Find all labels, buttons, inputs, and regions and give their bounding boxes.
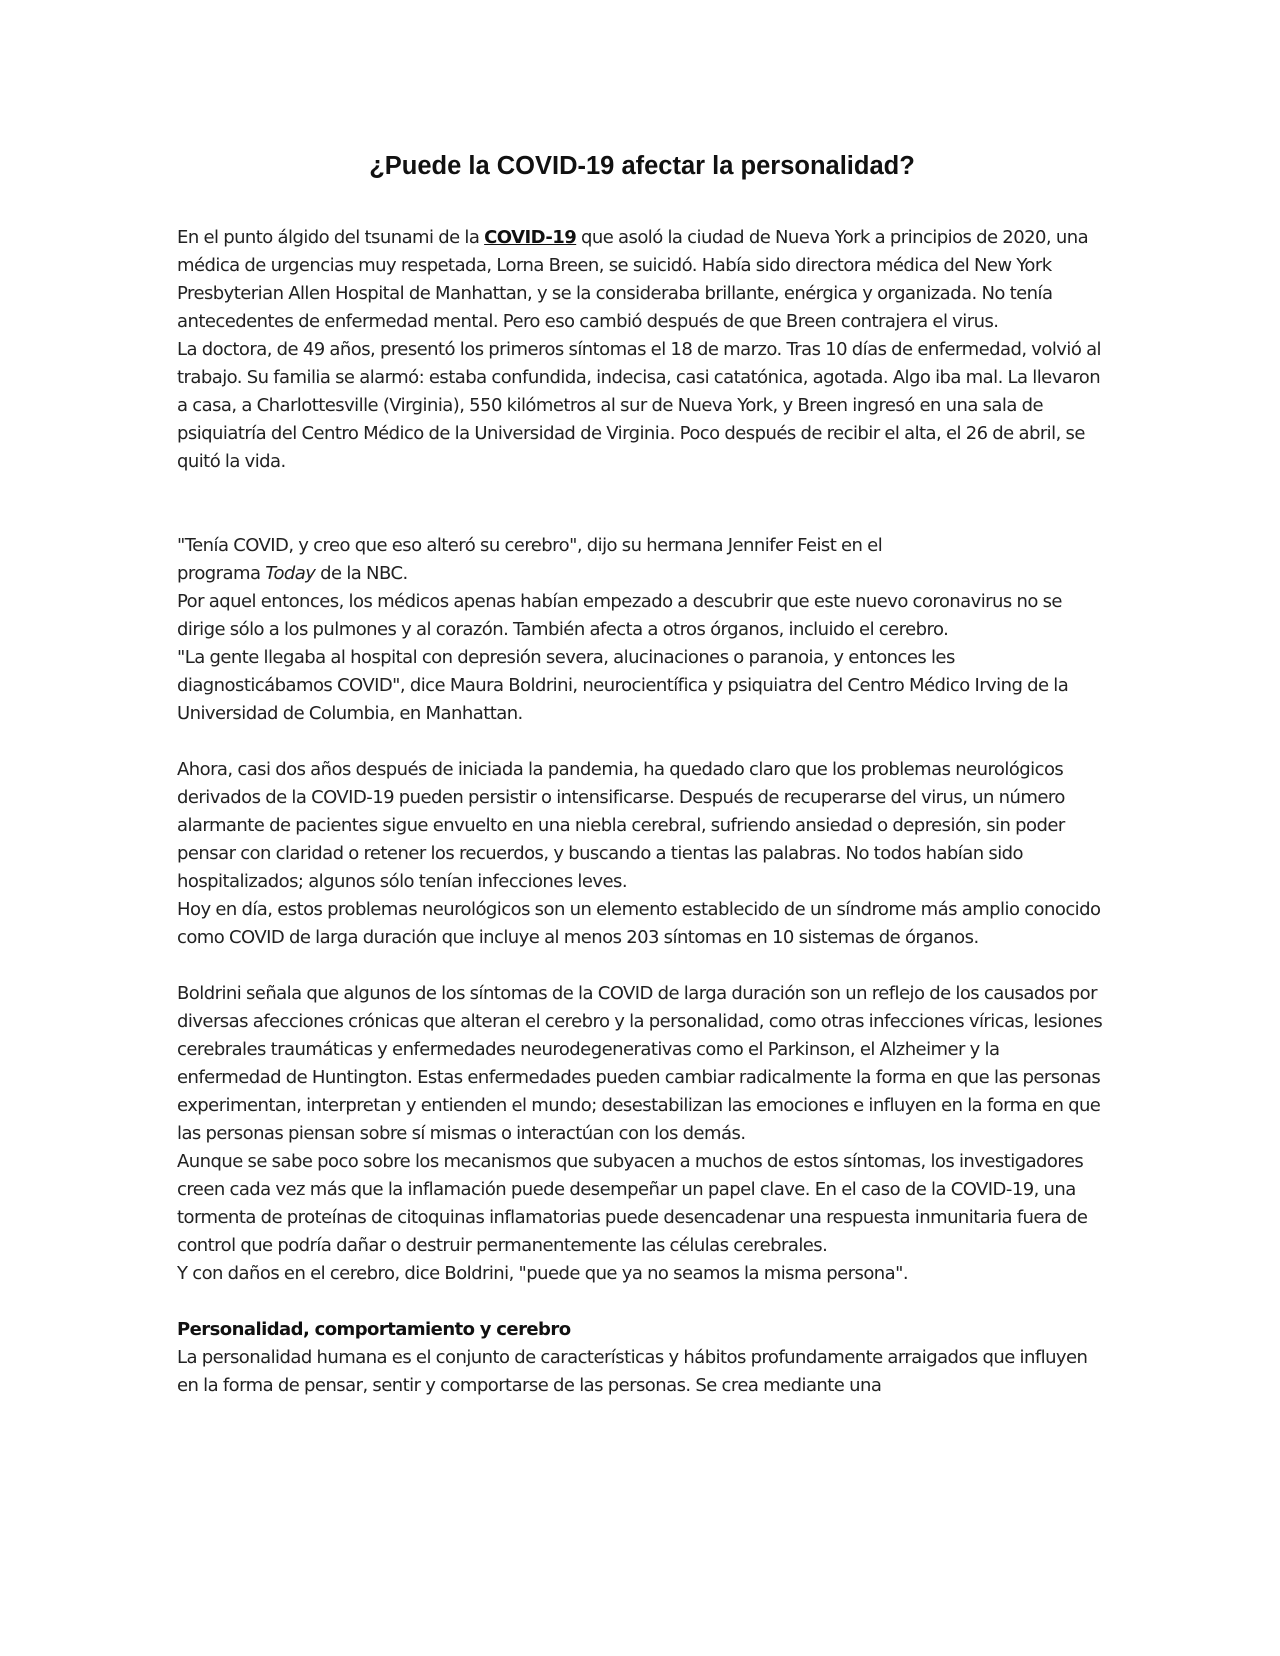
paragraph-6: Ahora, casi dos años después de iniciada la pandemia, ha quedado claro que los problemas neurológicos derivados de la COVID-19 pueden persistir o intensificarse. Después de recuperarse del virus, un número alarmante de pacientes sigue envuelto en una niebla cerebral, sufriendo ansiedad o depresión, sin poder pensar con claridad o retener los recuerdos, y buscando a tientas las palabras. No todos habían sido hospitalizados; algunos sólo tenían infecciones leves. [177, 759, 1065, 892]
paragraph-2: La doctora, de 49 años, presentó los primeros síntomas el 18 de marzo. Tras 10 días de enfermedad, volvió al trabajo. Su familia se alarmó: estaba confundida, indecisa, casi catatónica, agotada. Algo iba mal. La llevaron a casa, a Charlottesville (Virginia), 550 kilómetros al sur de Nueva York, y Breen ingresó en una sala de psiquiatría del Centro Médico de la Universidad de Virginia. Poco después de recibir el alta, el 26 de abril, se quitó la vida. [177, 339, 1102, 472]
paragraph-11: La personalidad humana es el conjunto de características y hábitos profundamente arraigados que influyen en la forma de pensar, sentir y comportarse de las personas. Se crea mediante una [177, 1347, 1088, 1396]
paragraph-3 [177, 532, 1107, 588]
program-suffix: de la NBC. [315, 563, 408, 584]
paragraph-spacer [177, 952, 1107, 980]
paragraph-5: "La gente llegaba al hospital con depresión severa, alucinaciones o paranoia, y entonces les diagnosticábamos COVID", dice Maura Boldrini, neurocientífica y psiquiatra del Centro Médico Irving de la Universidad de Columbia, en Manhattan. [177, 647, 1069, 724]
paragraph-7: Hoy en día, estos problemas neurológicos son un elemento establecido de un síndrome más amplio conocido como COVID de larga duración que incluye al menos 203 síntomas en 10 sistemas de órganos. [177, 899, 1101, 948]
article-body [177, 224, 1107, 1400]
paragraph-1-rest: que asoló la ciudad de Nueva York a principios de 2020, una médica de urgencias muy respetada, Lorna Breen, se suicidó. Había sido directora médica del New York Presbyterian Allen Hospital de Manhattan, y se la consideraba brillante, enérgica y organizada. No tenía antecedentes de enfermedad mental. Pero eso cambió después de que Breen contrajera el virus. [177, 227, 1089, 332]
program-name: Today [265, 563, 316, 584]
paragraph-spacer [177, 476, 1107, 532]
covid-19-keyword-link[interactable]: COVID-19 [484, 227, 577, 248]
quote-line: "Tenía COVID, y creo que eso alteró su cerebro", dijo su hermana Jennifer Feist en el [177, 535, 883, 556]
paragraph-spacer [177, 1288, 1107, 1316]
program-prefix: programa [177, 563, 266, 584]
paragraph-8: Boldrini señala que algunos de los síntomas de la COVID de larga duración son un reflejo de los causados por diversas afecciones crónicas que alteran el cerebro y la personalidad, como otras infecciones víricas, lesiones cerebrales traumáticas y enfermedades neurodegenerativas como el Parkinson, el Alzheimer y la enfermedad de Huntington. Estas enfermedades pueden cambiar radicalmente la forma en que las personas experimentan, interpretan y entienden el mundo; desestabilizan las emociones e influyen en la forma en que las personas piensan sobre sí mismas o interactúan con los demás. [177, 983, 1103, 1144]
paragraph-1 [177, 224, 1107, 336]
document-page [177, 150, 1107, 1400]
paragraph-4: Por aquel entonces, los médicos apenas habían empezado a descubrir que este nuevo coronavirus no se dirige sólo a los pulmones y al corazón. También afecta a otros órganos, incluido el cerebro. [177, 591, 1062, 640]
paragraph-9: Aunque se sabe poco sobre los mecanismos que subyacen a muchos de estos síntomas, los investigadores creen cada vez más que la inflamación puede desempeñar un papel clave. En el caso de la COVID-19, una tormenta de proteínas de citoquinas inflamatorias puede desencadenar una respuesta inmunitaria fuera de control que podría dañar o destruir permanentemente las células cerebrales. [177, 1151, 1088, 1256]
document-title: ¿Puede la COVID-19 afectar la personalidad? [369, 152, 915, 180]
paragraph-spacer [177, 728, 1107, 756]
paragraph-10: Y con daños en el cerebro, dice Boldrini, "puede que ya no seamos la misma persona". [177, 1263, 909, 1284]
paragraph-1-start: En el punto álgido del tsunami de la [177, 227, 485, 248]
section-subheading: Personalidad, comportamiento y cerebro [177, 1319, 571, 1340]
